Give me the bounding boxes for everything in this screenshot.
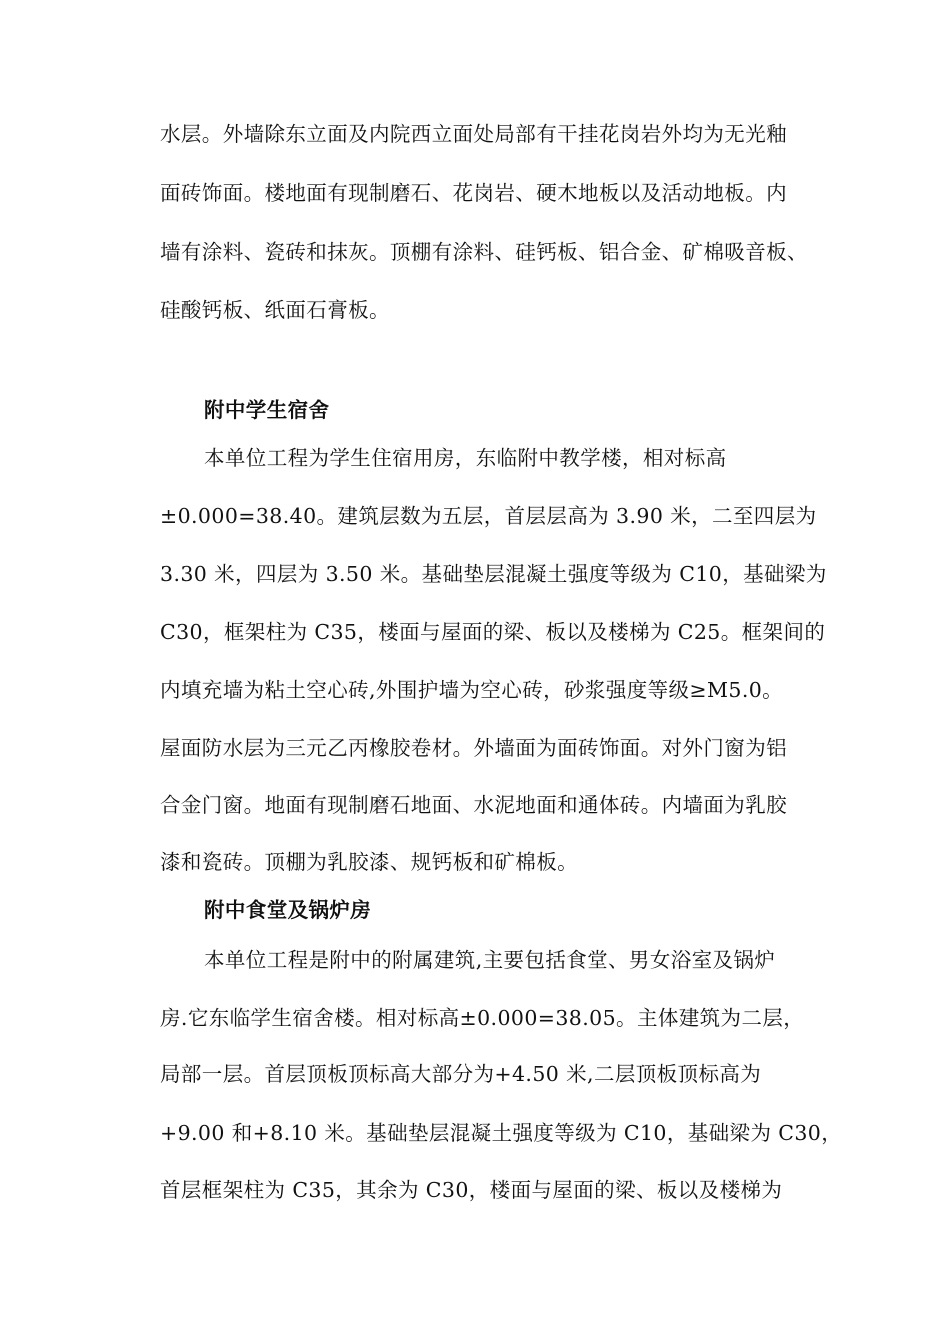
- paragraph-line: 局部一层。首层顶板顶标高大部分为+4.50 米,二层顶板顶标高为: [160, 1062, 762, 1086]
- paragraph-line: 硅酸钙板、纸面石膏板。: [160, 298, 390, 322]
- paragraph-line: 水层。外墙除东立面及内院西立面处局部有干挂花岗岩外均为无光釉: [160, 122, 787, 146]
- paragraph-line: 本单位工程为学生住宿用房，东临附中教学楼，相对标高: [204, 446, 727, 470]
- paragraph-line: +9.00 和+8.10 米。基础垫层混凝土强度等级为 C10，基础梁为 C30，: [160, 1121, 843, 1145]
- paragraph-line: 房.它东临学生宿舍楼。相对标高±0.000=38.05。主体建筑为二层，: [160, 1006, 805, 1030]
- paragraph-line: 3.30 米，四层为 3.50 米。基础垫层混凝土强度等级为 C10，基础梁为: [160, 562, 827, 586]
- paragraph-line: C30，框架柱为 C35，楼面与屋面的梁、板以及楼梯为 C25。框架间的: [160, 620, 826, 644]
- paragraph-line: 屋面防水层为三元乙丙橡胶卷材。外墙面为面砖饰面。对外门窗为铝: [160, 736, 787, 760]
- paragraph-line: 本单位工程是附中的附属建筑,主要包括食堂、男女浴室及锅炉: [204, 948, 776, 972]
- paragraph-line: 墙有涂料、瓷砖和抹灰。顶棚有涂料、硅钙板、铝合金、矿棉吸音板、: [160, 240, 808, 264]
- section-heading-canteen: 附中食堂及锅炉房: [204, 898, 372, 922]
- paragraph-line: ±0.000=38.40。建筑层数为五层，首层层高为 3.90 米，二至四层为: [160, 504, 817, 528]
- paragraph-line: 漆和瓷砖。顶棚为乳胶漆、规钙板和矿棉板。: [160, 850, 578, 874]
- paragraph-line: 首层框架柱为 C35，其余为 C30，楼面与屋面的梁、板以及楼梯为: [160, 1178, 783, 1202]
- section-heading-dormitory: 附中学生宿舍: [204, 398, 330, 422]
- paragraph-line: 面砖饰面。楼地面有现制磨石、花岗岩、硬木地板以及活动地板。内: [160, 181, 787, 205]
- paragraph-line: 合金门窗。地面有现制磨石地面、水泥地面和通体砖。内墙面为乳胶: [160, 793, 787, 817]
- paragraph-line: 内填充墙为粘土空心砖,外围护墙为空心砖，砂浆强度等级≥M5.0。: [160, 678, 784, 702]
